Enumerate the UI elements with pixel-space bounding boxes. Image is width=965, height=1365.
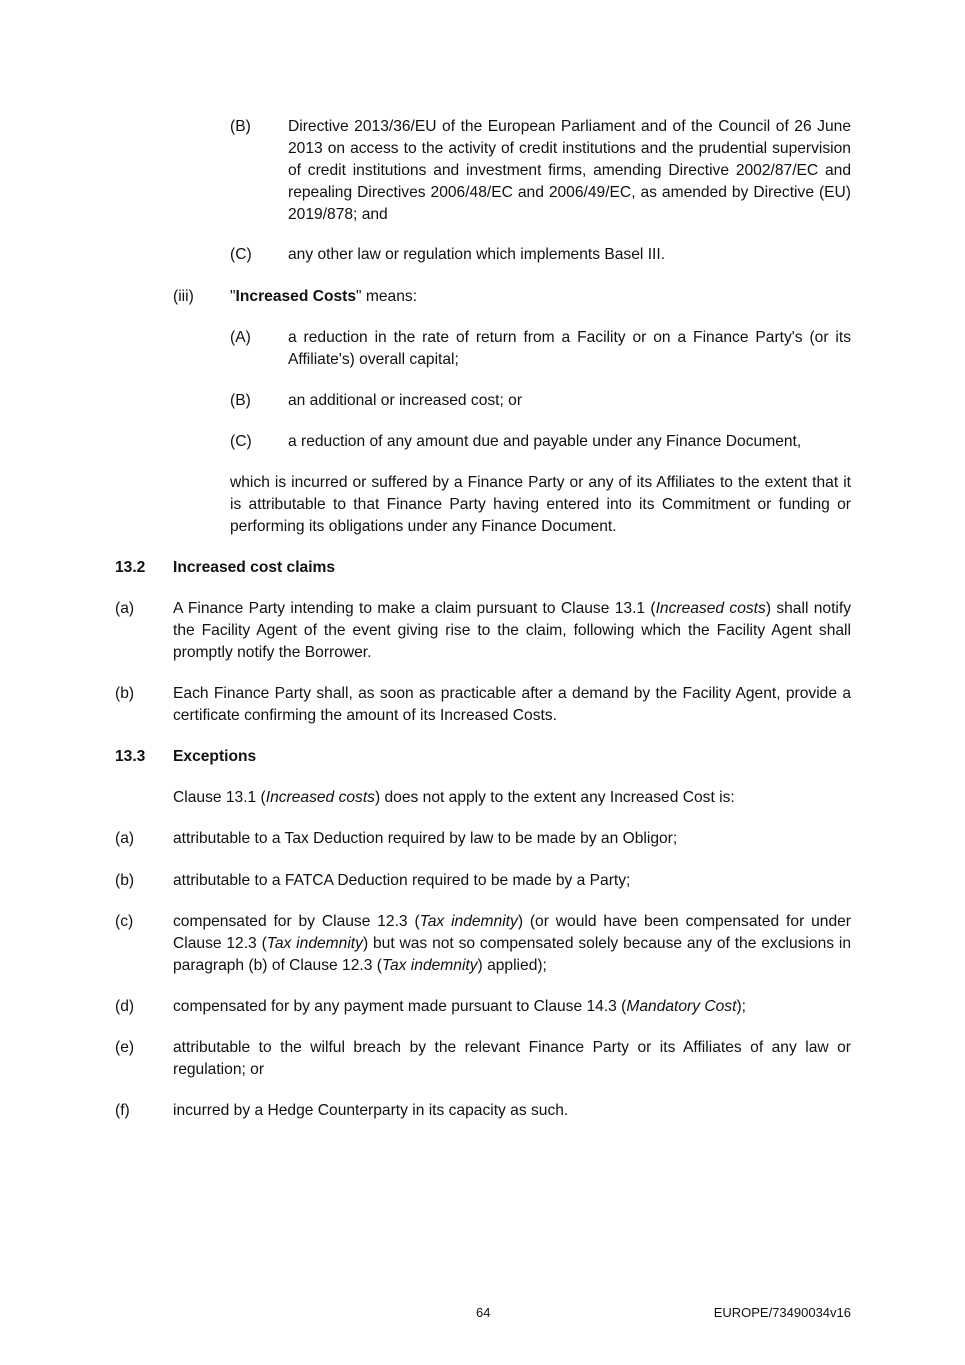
page-number: 64 bbox=[476, 1305, 491, 1320]
definition-heading: "Increased Costs" means: bbox=[230, 288, 418, 305]
item-label: (A) bbox=[230, 329, 251, 346]
item-label: (d) bbox=[115, 998, 135, 1015]
exception-a: attributable to a Tax Deduction required by law to be made by an Obligor; bbox=[173, 830, 678, 847]
paragraph-c-reduction: a reduction of any amount due and payable under any Finance Document, bbox=[288, 433, 802, 450]
item-label: (iii) bbox=[173, 288, 194, 305]
defined-term: Increased Costs bbox=[235, 288, 357, 305]
item-label: (C) bbox=[230, 246, 252, 263]
item-label: (e) bbox=[115, 1039, 135, 1056]
section-title: Exceptions bbox=[173, 748, 257, 765]
exception-c: compensated for by Clause 12.3 (Tax indemnity) (or would have been compensated for under Clause 12.3 (Tax indemnity) but was not so compensated solely because any of the exclusions in paragraph (b) of Clause 12.3 (Tax indemnity) applied); bbox=[173, 913, 852, 974]
section-title: Increased cost claims bbox=[173, 559, 336, 576]
item-label: (a) bbox=[115, 830, 135, 847]
exception-e: attributable to the wilful breach by the relevant Finance Party or its Affiliates of any law or regulation; or bbox=[173, 1039, 851, 1078]
paragraph-b-directive: Directive 2013/36/EU of the European Parliament and of the Council of 26 June 2013 on access to the activity of credit institutions and the prudential supervision of credit institutions and investment firms, amending Directive 2002/87/EC and repealing Directives 2006/48/EC and 2006/49/EC, as amended by Directive (EU) 2019/878; and bbox=[288, 118, 851, 223]
item-label: (b) bbox=[115, 685, 135, 702]
item-label: (a) bbox=[115, 600, 135, 617]
item-label: (b) bbox=[115, 872, 135, 889]
paragraph-certificate: Each Finance Party shall, as soon as practicable after a demand by the Facility Agent, provide a certificate confirming the amount of its Increased Costs. bbox=[173, 685, 851, 724]
exception-d: compensated for by any payment made pursuant to Clause 14.3 (Mandatory Cost); bbox=[173, 998, 746, 1015]
item-label: (f) bbox=[115, 1102, 130, 1119]
exception-f: incurred by a Hedge Counterparty in its capacity as such. bbox=[173, 1102, 569, 1119]
item-label: (B) bbox=[230, 392, 251, 409]
document-reference: EUROPE/73490034v16 bbox=[713, 1305, 851, 1320]
item-label: (C) bbox=[230, 433, 252, 450]
item-label: (c) bbox=[115, 913, 134, 930]
definition-tail: which is incurred or suffered by a Finance Party or any of its Affiliates to the extent that it is attributable to that Finance Party having entered into its Commitment or funding or performing its obligations under any Finance Document. bbox=[230, 474, 851, 535]
paragraph-a-reduction: a reduction in the rate of return from a Facility or on a Finance Party's (or its Affiliate's) overall capital; bbox=[288, 329, 851, 368]
exceptions-intro: Clause 13.1 (Increased costs) does not apply to the extent any Increased Cost is: bbox=[173, 789, 735, 806]
exception-b: attributable to a FATCA Deduction required to be made by a Party; bbox=[173, 872, 631, 889]
paragraph-b-cost: an additional or increased cost; or bbox=[288, 392, 523, 409]
paragraph-c-other-law: any other law or regulation which implements Basel III. bbox=[288, 246, 666, 263]
paragraph-claim-notify: A Finance Party intending to make a claim pursuant to Clause 13.1 (Increased costs) shall notify the Facility Agent of the event giving rise to the claim, following which the Facility Agent shall promptly notify the Borrower. bbox=[173, 600, 851, 661]
section-number: 13.2 bbox=[115, 559, 146, 576]
section-number: 13.3 bbox=[115, 748, 146, 765]
item-label: (B) bbox=[230, 118, 251, 135]
